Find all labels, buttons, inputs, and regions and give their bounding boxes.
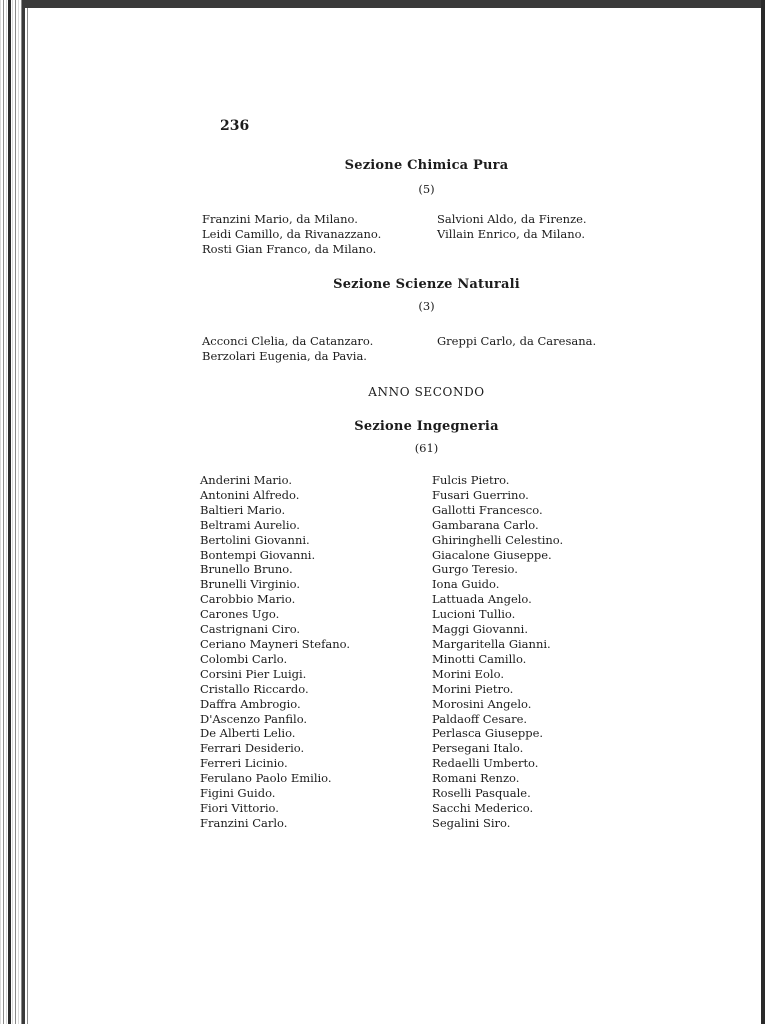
list-item: Franzini Carlo. bbox=[200, 815, 288, 830]
year-heading: ANNO SECONDO bbox=[368, 385, 485, 399]
list-item: Brunelli Virginio. bbox=[200, 577, 301, 592]
list-item: Ghiringhelli Celestino. bbox=[432, 532, 564, 547]
list-item: Ferulano Paolo Emilio. bbox=[200, 771, 332, 786]
list-item: Franzini Mario, da Milano. bbox=[202, 212, 358, 226]
list-item: Margaritella Gianni. bbox=[432, 636, 551, 651]
list-item: Segalini Siro. bbox=[432, 815, 511, 830]
list-item: Antonini Alfredo. bbox=[200, 487, 300, 502]
name-list-right-scienze bbox=[437, 334, 596, 349]
list-item: Lucioni Tullio. bbox=[432, 607, 516, 622]
list-item: Colombi Carlo. bbox=[200, 651, 288, 666]
name-list-left-chimica bbox=[202, 212, 381, 257]
section-title-ingegneria: Sezione Ingegneria bbox=[354, 419, 499, 434]
list-item: Carones Ugo. bbox=[200, 607, 280, 622]
section-title-chimica-pura: Sezione Chimica Pura bbox=[344, 158, 509, 173]
list-item: Acconci Clelia, da Catanzaro. bbox=[202, 334, 374, 348]
list-item: Fiori Vittorio. bbox=[200, 800, 279, 815]
list-item: Minotti Camillo. bbox=[432, 651, 527, 666]
list-item: Redaelli Umberto. bbox=[432, 756, 539, 771]
list-item: D'Ascenzo Panfilo. bbox=[200, 711, 308, 726]
list-item: Fusari Guerrino. bbox=[432, 487, 529, 502]
list-item: Romani Renzo. bbox=[432, 771, 520, 786]
list-item: Gallotti Francesco. bbox=[432, 502, 543, 517]
name-list-left-ingegneria bbox=[200, 473, 350, 831]
list-item: Sacchi Mederico. bbox=[432, 800, 534, 815]
list-item: Salvioni Aldo, da Firenze. bbox=[437, 212, 587, 226]
list-item: Anderini Mario. bbox=[200, 473, 292, 487]
list-item: Paldaoff Cesare. bbox=[432, 711, 528, 726]
name-list-right-chimica bbox=[437, 212, 587, 242]
name-list-left-scienze bbox=[202, 334, 373, 364]
list-item: Carobbio Mario. bbox=[200, 592, 296, 607]
list-item: Castrignani Ciro. bbox=[200, 622, 301, 637]
list-item: Bontempi Giovanni. bbox=[200, 547, 316, 562]
page-top-edge bbox=[22, 0, 765, 8]
list-item: Figini Guido. bbox=[200, 786, 276, 801]
list-item: Ceriano Mayneri Stefano. bbox=[200, 636, 350, 651]
list-item: Roselli Pasquale. bbox=[432, 786, 531, 801]
page-number: 236 bbox=[220, 118, 250, 134]
page-left-edge bbox=[22, 0, 25, 1024]
list-item: Maggi Giovanni. bbox=[432, 622, 528, 637]
list-item: Daffra Ambrogio. bbox=[200, 696, 301, 711]
list-item: Villain Enrico, da Milano. bbox=[437, 227, 586, 241]
list-item: Persegani Italo. bbox=[432, 741, 524, 756]
list-item: Morosini Angelo. bbox=[432, 696, 532, 711]
list-item: Lattuada Angelo. bbox=[432, 592, 532, 607]
list-item: Ferreri Licinio. bbox=[200, 756, 288, 771]
list-item: Greppi Carlo, da Caresana. bbox=[437, 334, 597, 348]
list-item: Gurgo Teresio. bbox=[432, 562, 518, 577]
section-count-ingegneria: (61) bbox=[414, 441, 439, 455]
name-list-right-ingegneria bbox=[432, 473, 563, 831]
list-item: Giacalone Giuseppe. bbox=[432, 547, 552, 562]
list-item: De Alberti Lelio. bbox=[200, 726, 296, 741]
list-item: Corsini Pier Luigi. bbox=[200, 666, 307, 681]
list-item: Baltieri Mario. bbox=[200, 502, 286, 517]
list-item: Morini Eolo. bbox=[432, 666, 504, 681]
section-count-chimica-pura: (5) bbox=[418, 182, 435, 196]
page-right-edge bbox=[761, 0, 765, 1024]
list-item: Fulcis Pietro. bbox=[432, 473, 510, 487]
list-item: Bertolini Giovanni. bbox=[200, 532, 310, 547]
list-item: Perlasca Giuseppe. bbox=[432, 726, 544, 741]
list-item: Morini Pietro. bbox=[432, 681, 514, 696]
list-item: Beltrami Aurelio. bbox=[200, 517, 300, 532]
list-item: Cristallo Riccardo. bbox=[200, 681, 309, 696]
list-item: Iona Guido. bbox=[432, 577, 500, 592]
section-title-scienze-naturali: Sezione Scienze Naturali bbox=[333, 277, 520, 292]
list-item: Gambarana Carlo. bbox=[432, 517, 539, 532]
list-item: Leidi Camillo, da Rivanazzano. bbox=[202, 227, 382, 241]
list-item: Brunello Bruno. bbox=[200, 562, 293, 577]
list-item: Ferrari Desiderio. bbox=[200, 741, 305, 756]
list-item: Rosti Gian Franco, da Milano. bbox=[202, 242, 377, 256]
list-item: Berzolari Eugenia, da Pavia. bbox=[202, 349, 367, 363]
section-count-scienze-naturali: (3) bbox=[418, 299, 435, 313]
